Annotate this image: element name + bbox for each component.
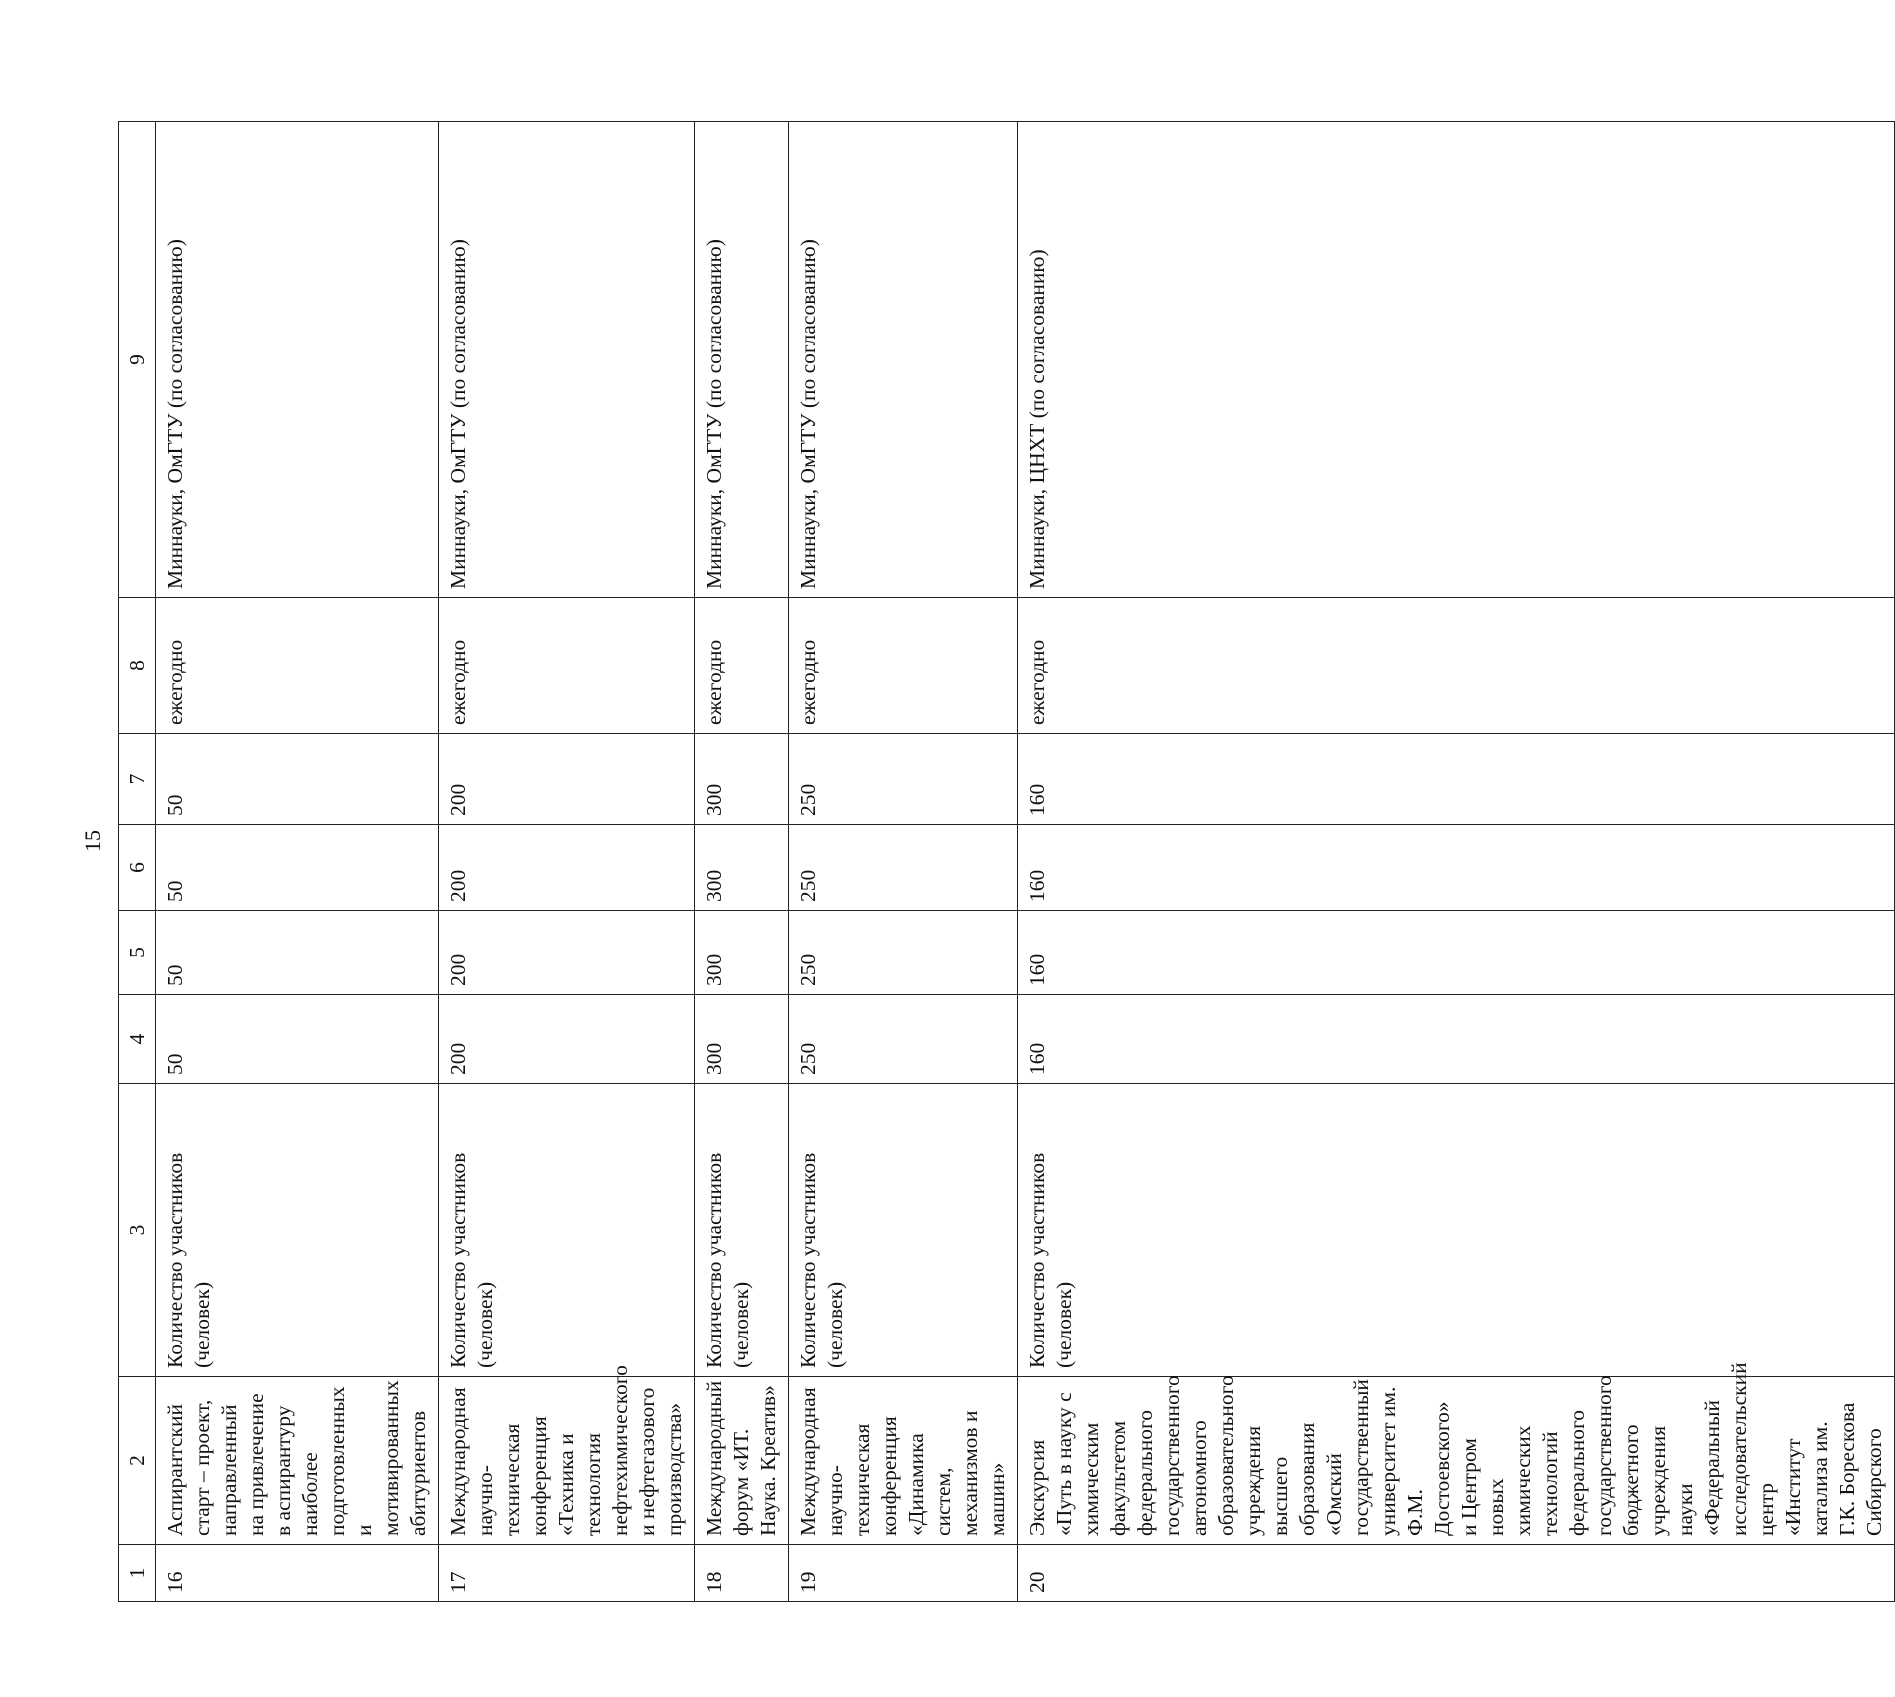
events-table bbox=[118, 121, 1895, 1602]
table-cell: Миннауки, ОмГТУ (по согласованию) bbox=[439, 122, 695, 598]
table-cell: 300 bbox=[695, 734, 789, 825]
table-body bbox=[119, 122, 1895, 1602]
header-cell: 3 bbox=[119, 1084, 156, 1377]
table-cell: 17 bbox=[439, 1545, 695, 1602]
header-cell: 5 bbox=[119, 911, 156, 995]
header-cell: 8 bbox=[119, 598, 156, 734]
table-cell: 50 bbox=[156, 995, 439, 1084]
table-cell: 18 bbox=[695, 1545, 789, 1602]
table-cell: 160 bbox=[1018, 734, 1895, 825]
table-cell: 300 bbox=[695, 825, 789, 911]
table-cell: Миннауки, ОмГТУ (по согласованию) bbox=[789, 122, 1018, 598]
page-number: 15 bbox=[80, 830, 105, 852]
table-cell: 300 bbox=[695, 995, 789, 1084]
table-cell: 19 bbox=[789, 1545, 1018, 1602]
table-cell: ежегодно bbox=[695, 598, 789, 734]
table-cell: 250 bbox=[789, 995, 1018, 1084]
table-cell: ежегодно bbox=[156, 598, 439, 734]
table-cell: ежегодно bbox=[1018, 598, 1895, 734]
table-row bbox=[789, 122, 1018, 1602]
table-cell: 50 bbox=[156, 911, 439, 995]
table-cell: 160 bbox=[1018, 911, 1895, 995]
header-cell: 2 bbox=[119, 1377, 156, 1545]
table-cell: Экскурсия «Путь в науку с химическим факультетом федерального государственного автономного образовательного учреждения высшего образования «Омский государственный университет им. Ф.М. Достоевского» и Центром новых химических технологий федерального государственного бюджетного учреждения науки «Федеральный исследовательский центр «Институт катализа им. Г.К. Борескова Сибирского bbox=[1018, 1377, 1895, 1545]
header-cell: 1 bbox=[119, 1545, 156, 1602]
table-cell: 160 bbox=[1018, 995, 1895, 1084]
table-cell: Количество участников (человек) bbox=[789, 1084, 1018, 1377]
table-row bbox=[1018, 122, 1895, 1602]
table-cell: Количество участников (человек) bbox=[695, 1084, 789, 1377]
header-row bbox=[119, 122, 156, 1602]
table-cell: ежегодно bbox=[789, 598, 1018, 734]
table-cell: 50 bbox=[156, 825, 439, 911]
table-row bbox=[439, 122, 695, 1602]
table-cell: Количество участников (человек) bbox=[156, 1084, 439, 1377]
table-cell: 16 bbox=[156, 1545, 439, 1602]
table-cell: 200 bbox=[439, 911, 695, 995]
table-cell: 200 bbox=[439, 995, 695, 1084]
table-cell: 200 bbox=[439, 734, 695, 825]
table-cell: 160 bbox=[1018, 825, 1895, 911]
table-cell: Международный форум «ИТ. Наука. Креатив» bbox=[695, 1377, 789, 1545]
table-row bbox=[695, 122, 789, 1602]
table-cell: 20 bbox=[1018, 1545, 1895, 1602]
table-cell: 250 bbox=[789, 911, 1018, 995]
table-cell: Миннауки, ОмГТУ (по согласованию) bbox=[695, 122, 789, 598]
table-cell: 50 bbox=[156, 734, 439, 825]
table-cell: Миннауки, ЦНХТ (по согласованию) bbox=[1018, 122, 1895, 598]
header-cell: 7 bbox=[119, 734, 156, 825]
table-cell: 250 bbox=[789, 825, 1018, 911]
table-cell: 200 bbox=[439, 825, 695, 911]
table-cell: 300 bbox=[695, 911, 789, 995]
header-cell: 4 bbox=[119, 995, 156, 1084]
table-cell: Количество участников (человек) bbox=[439, 1084, 695, 1377]
table-cell: Аспирантский старт – проект, направленный на привлечение в аспирантуру наиболее подготовленных и мотивированных абитуриентов bbox=[156, 1377, 439, 1545]
table-cell: Международная научно-техническая конференция «Техника и технология нефтехимического и нефтегазового производства» bbox=[439, 1377, 695, 1545]
rotated-page bbox=[118, 122, 1886, 1602]
table-cell: Международная научно-техническая конференция «Динамика систем, механизмов и машин» bbox=[789, 1377, 1018, 1545]
table-cell: 250 bbox=[789, 734, 1018, 825]
header-cell: 6 bbox=[119, 825, 156, 911]
table-cell: ежегодно bbox=[439, 598, 695, 734]
table-cell: Количество участников (человек) bbox=[1018, 1084, 1895, 1377]
table-cell: Миннауки, ОмГТУ (по согласованию) bbox=[156, 122, 439, 598]
header-cell: 9 bbox=[119, 122, 156, 598]
table-row bbox=[156, 122, 439, 1602]
